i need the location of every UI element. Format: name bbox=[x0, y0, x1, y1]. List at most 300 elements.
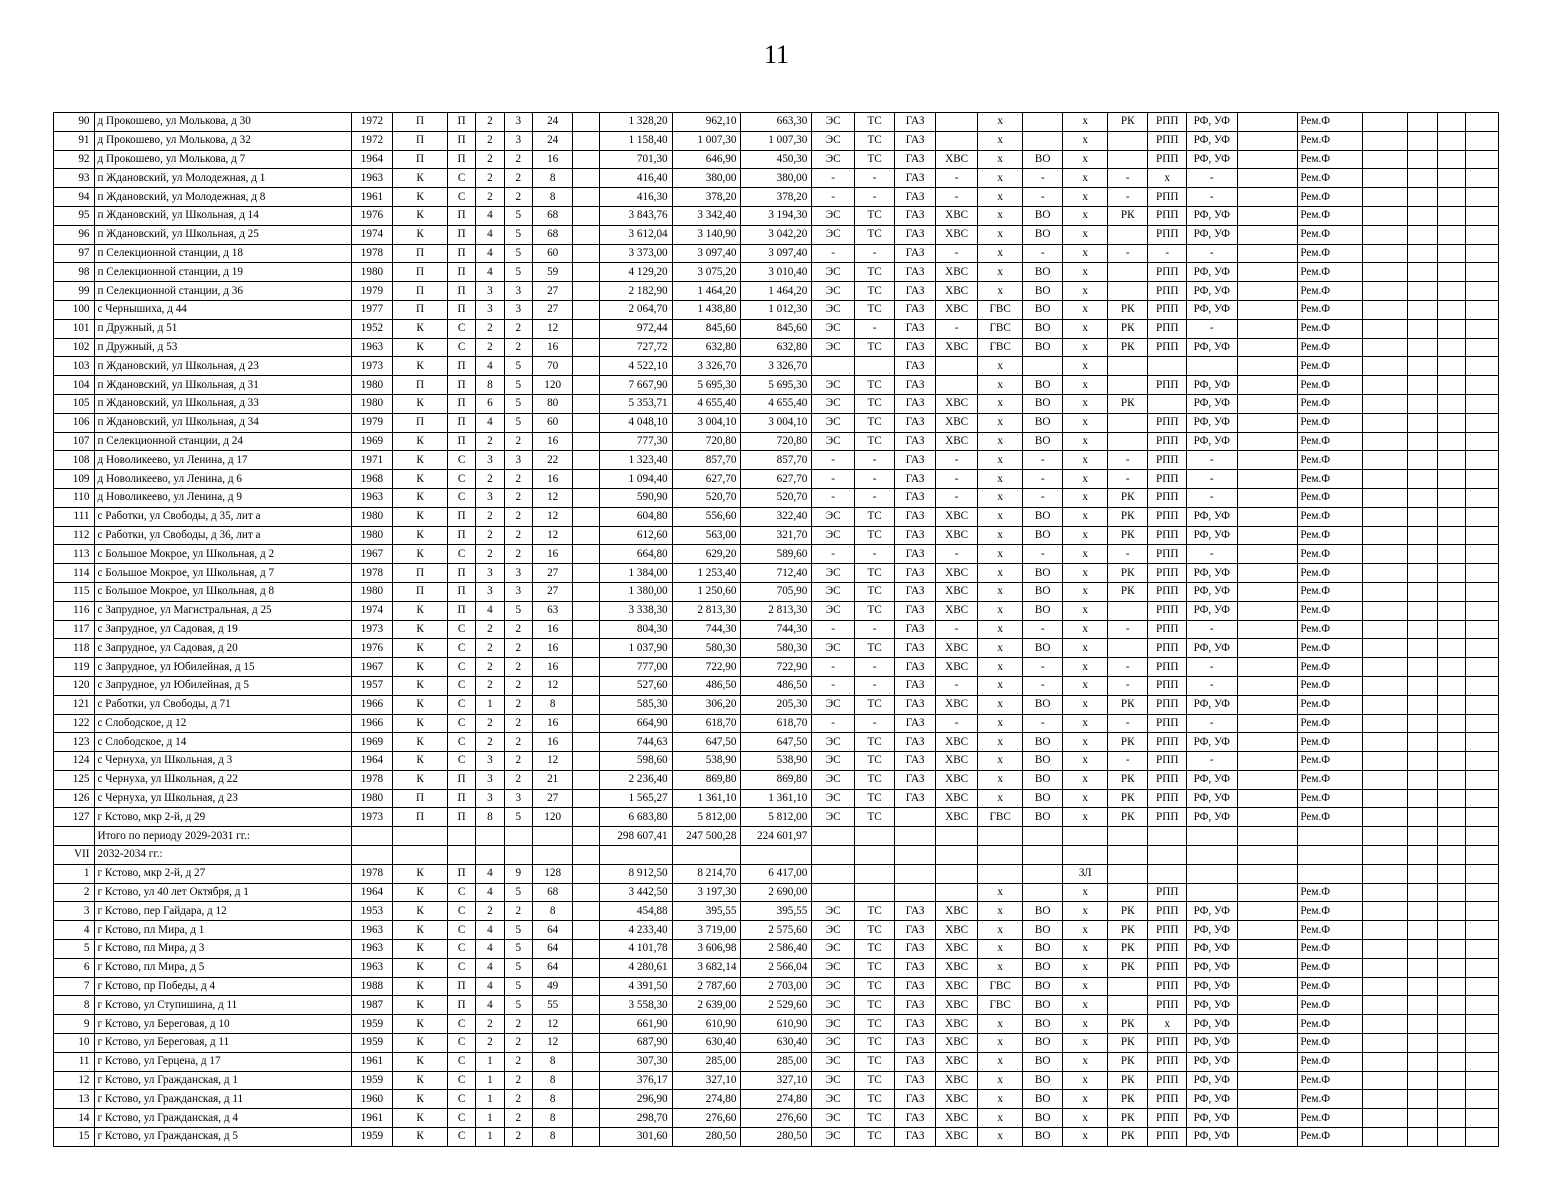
entrances-cell: 5 bbox=[504, 996, 532, 1015]
empty-cell bbox=[573, 413, 599, 432]
empty-cell bbox=[573, 225, 599, 244]
area-repair-cell: 610,90 bbox=[741, 1015, 812, 1034]
rpp-cell: РПП bbox=[1148, 639, 1186, 658]
empty-cell bbox=[1407, 244, 1437, 263]
empty-cell bbox=[1466, 225, 1499, 244]
floors-cell: 4 bbox=[476, 864, 504, 883]
hvs-cell: - bbox=[935, 714, 978, 733]
table-row bbox=[54, 958, 1499, 977]
rf-uf-cell: РФ, УФ bbox=[1186, 526, 1237, 545]
empty-cell bbox=[1237, 808, 1298, 827]
gvs-cell: х bbox=[978, 413, 1023, 432]
wall-material-cell bbox=[393, 827, 448, 846]
ts-cell: ТС bbox=[854, 582, 895, 601]
gaz-cell: ГАЗ bbox=[895, 601, 936, 620]
row-number: 1 bbox=[54, 864, 95, 883]
empty-cell bbox=[1466, 131, 1499, 150]
rk-cell: РК bbox=[1107, 582, 1148, 601]
vo-cell: ВО bbox=[1022, 413, 1063, 432]
vo-cell bbox=[1022, 827, 1063, 846]
ts-cell: ТС bbox=[854, 808, 895, 827]
rk-cell: РК bbox=[1107, 206, 1148, 225]
gvs-cell: х bbox=[978, 582, 1023, 601]
gaz-cell: ГАЗ bbox=[895, 996, 936, 1015]
empty-cell bbox=[1407, 507, 1437, 526]
rk-cell: РК bbox=[1107, 940, 1148, 959]
empty-cell bbox=[1407, 376, 1437, 395]
vo-cell bbox=[1022, 113, 1063, 132]
vo-cell: - bbox=[1022, 169, 1063, 188]
empty-cell bbox=[1438, 131, 1466, 150]
address-cell: с Большое Мокрое, ул Школьная, д 2 bbox=[94, 545, 351, 564]
row-number: 102 bbox=[54, 338, 95, 357]
vo-cell: ВО bbox=[1022, 1052, 1063, 1071]
vo-cell: ВО bbox=[1022, 996, 1063, 1015]
area-repair-cell: 5 695,30 bbox=[741, 376, 812, 395]
roof-type-cell: П bbox=[447, 394, 475, 413]
vo-cell: ВО bbox=[1022, 940, 1063, 959]
year-cell: 1977 bbox=[351, 300, 393, 319]
rpp-cell: РПП bbox=[1148, 300, 1186, 319]
rk-cell: РК bbox=[1107, 319, 1148, 338]
empty-cell bbox=[1237, 639, 1298, 658]
address-cell: с Запрудное, ул Юбилейная, д 15 bbox=[94, 658, 351, 677]
floors-cell: 1 bbox=[476, 1071, 504, 1090]
rk-cell: РК bbox=[1107, 733, 1148, 752]
empty-cell bbox=[1363, 488, 1408, 507]
es-cell: ЭС bbox=[812, 582, 855, 601]
rpp-cell bbox=[1148, 357, 1186, 376]
table-row bbox=[54, 1109, 1499, 1128]
empty-cell bbox=[1438, 432, 1466, 451]
gvs-cell: х bbox=[978, 1052, 1023, 1071]
gaz-cell: ГАЗ bbox=[895, 188, 936, 207]
vo-cell: - bbox=[1022, 451, 1063, 470]
row-number: 123 bbox=[54, 733, 95, 752]
empty-cell bbox=[1363, 432, 1408, 451]
empty-cell bbox=[1466, 1128, 1499, 1147]
area-repair-cell: 2 529,60 bbox=[741, 996, 812, 1015]
empty-cell bbox=[573, 676, 599, 695]
empty-cell bbox=[1237, 169, 1298, 188]
roof-type-cell: П bbox=[447, 601, 475, 620]
floors-cell: 2 bbox=[476, 526, 504, 545]
entrances-cell: 5 bbox=[504, 244, 532, 263]
empty-cell bbox=[1466, 639, 1499, 658]
vo-cell: ВО bbox=[1022, 752, 1063, 771]
ts-cell: - bbox=[854, 658, 895, 677]
empty-cell bbox=[1237, 507, 1298, 526]
floors-cell: 3 bbox=[476, 300, 504, 319]
gvs-cell: ГВС bbox=[978, 996, 1023, 1015]
rk-cell bbox=[1107, 225, 1148, 244]
gaz-cell: ГАЗ bbox=[895, 752, 936, 771]
es-cell: ЭС bbox=[812, 394, 855, 413]
empty-cell bbox=[1466, 451, 1499, 470]
rf-uf-cell: - bbox=[1186, 752, 1237, 771]
address-cell: с Работки, ул Свободы, д 35, лит а bbox=[94, 507, 351, 526]
table-row bbox=[54, 1090, 1499, 1109]
vo-cell: ВО bbox=[1022, 921, 1063, 940]
empty-cell bbox=[1466, 676, 1499, 695]
rk-cell bbox=[1107, 827, 1148, 846]
empty-cell bbox=[573, 376, 599, 395]
area-total-cell: 3 442,50 bbox=[599, 883, 672, 902]
empty-cell bbox=[1407, 300, 1437, 319]
empty-cell bbox=[1438, 282, 1466, 301]
empty-cell bbox=[1438, 206, 1466, 225]
hvs-cell: - bbox=[935, 470, 978, 489]
es-cell: ЭС bbox=[812, 789, 855, 808]
empty-cell bbox=[1237, 733, 1298, 752]
gvs-cell: х bbox=[978, 1128, 1023, 1147]
empty-cell bbox=[1407, 319, 1437, 338]
address-cell: п Ждановский, ул Школьная, д 34 bbox=[94, 413, 351, 432]
ts-cell: ТС bbox=[854, 225, 895, 244]
flats-cell: 21 bbox=[532, 770, 573, 789]
year-cell: 1978 bbox=[351, 564, 393, 583]
vo-cell: ВО bbox=[1022, 1128, 1063, 1147]
flats-cell: 68 bbox=[532, 225, 573, 244]
table-row bbox=[54, 545, 1499, 564]
year-cell: 1968 bbox=[351, 470, 393, 489]
empty-cell bbox=[1438, 902, 1466, 921]
rk-cell: РК bbox=[1107, 338, 1148, 357]
wall-material-cell: П bbox=[393, 244, 448, 263]
wall-material-cell: К bbox=[393, 1109, 448, 1128]
gvs-cell: х bbox=[978, 695, 1023, 714]
area-repair-cell: 2 813,30 bbox=[741, 601, 812, 620]
empty-cell bbox=[1407, 996, 1437, 1015]
es-cell: - bbox=[812, 620, 855, 639]
rf-uf-cell: - bbox=[1186, 545, 1237, 564]
wall-material-cell: П bbox=[393, 582, 448, 601]
empty-cell bbox=[1466, 394, 1499, 413]
roof-type-cell: П bbox=[447, 413, 475, 432]
roof-type-cell bbox=[447, 846, 475, 865]
empty-cell bbox=[1438, 601, 1466, 620]
ts-cell: - bbox=[854, 188, 895, 207]
wall-material-cell: К bbox=[393, 714, 448, 733]
area-repair-cell: 2 575,60 bbox=[741, 921, 812, 940]
ts-cell: ТС bbox=[854, 1034, 895, 1053]
empty-cell bbox=[1466, 714, 1499, 733]
wall-material-cell: К bbox=[393, 1071, 448, 1090]
entrances-cell: 2 bbox=[504, 432, 532, 451]
roof-type-cell bbox=[447, 827, 475, 846]
entrances-cell: 5 bbox=[504, 921, 532, 940]
rpp-cell: РПП bbox=[1148, 225, 1186, 244]
wall-material-cell: К bbox=[393, 357, 448, 376]
row-number: 5 bbox=[54, 940, 95, 959]
rf-uf-cell: РФ, УФ bbox=[1186, 958, 1237, 977]
gvs-cell: х bbox=[978, 188, 1023, 207]
flats-cell: 68 bbox=[532, 206, 573, 225]
area-living-cell: 1 361,10 bbox=[672, 789, 741, 808]
es-cell: - bbox=[812, 188, 855, 207]
wall-material-cell: К bbox=[393, 394, 448, 413]
area-total-cell: 454,88 bbox=[599, 902, 672, 921]
hvs-cell: ХВС bbox=[935, 752, 978, 771]
rf-uf-cell: РФ, УФ bbox=[1186, 564, 1237, 583]
year-cell: 1964 bbox=[351, 150, 393, 169]
entrances-cell: 2 bbox=[504, 169, 532, 188]
rpp-cell: РПП bbox=[1148, 376, 1186, 395]
hvs-cell: - bbox=[935, 620, 978, 639]
area-total-cell: 604,80 bbox=[599, 507, 672, 526]
fund-cell: Рем.Ф bbox=[1298, 432, 1363, 451]
empty-cell bbox=[1407, 432, 1437, 451]
gvs-cell: ГВС bbox=[978, 319, 1023, 338]
row-number: 125 bbox=[54, 770, 95, 789]
x-cell: х bbox=[1063, 1128, 1108, 1147]
area-total-cell: 664,90 bbox=[599, 714, 672, 733]
empty-cell bbox=[1438, 1034, 1466, 1053]
empty-cell bbox=[1363, 940, 1408, 959]
gvs-cell: ГВС bbox=[978, 977, 1023, 996]
flats-cell: 12 bbox=[532, 1034, 573, 1053]
flats-cell: 128 bbox=[532, 864, 573, 883]
address-cell: с Чернуха, ул Школьная, д 3 bbox=[94, 752, 351, 771]
wall-material-cell: К bbox=[393, 432, 448, 451]
flats-cell bbox=[532, 846, 573, 865]
rpp-cell: РПП bbox=[1148, 188, 1186, 207]
empty-cell bbox=[1237, 770, 1298, 789]
empty-cell bbox=[1466, 902, 1499, 921]
rf-uf-cell: РФ, УФ bbox=[1186, 225, 1237, 244]
area-total-cell: 701,30 bbox=[599, 150, 672, 169]
flats-cell: 55 bbox=[532, 996, 573, 1015]
hvs-cell: ХВС bbox=[935, 507, 978, 526]
rf-uf-cell: РФ, УФ bbox=[1186, 376, 1237, 395]
area-total-cell: 416,30 bbox=[599, 188, 672, 207]
rpp-cell: РПП bbox=[1148, 150, 1186, 169]
empty-cell bbox=[1363, 1128, 1408, 1147]
hvs-cell: - bbox=[935, 188, 978, 207]
ts-cell: ТС bbox=[854, 131, 895, 150]
entrances-cell: 2 bbox=[504, 150, 532, 169]
rk-cell: РК bbox=[1107, 770, 1148, 789]
ts-cell: ТС bbox=[854, 1128, 895, 1147]
vo-cell: ВО bbox=[1022, 770, 1063, 789]
row-number: 115 bbox=[54, 582, 95, 601]
gaz-cell bbox=[895, 883, 936, 902]
x-cell: х bbox=[1063, 300, 1108, 319]
ts-cell: ТС bbox=[854, 338, 895, 357]
empty-cell bbox=[573, 206, 599, 225]
row-number: 99 bbox=[54, 282, 95, 301]
ts-cell: ТС bbox=[854, 206, 895, 225]
floors-cell: 3 bbox=[476, 564, 504, 583]
rpp-cell: РПП bbox=[1148, 319, 1186, 338]
area-repair-cell: 224 601,97 bbox=[741, 827, 812, 846]
row-number: 119 bbox=[54, 658, 95, 677]
gvs-cell: ГВС bbox=[978, 338, 1023, 357]
address-cell: п Ждановский, ул Школьная, д 33 bbox=[94, 394, 351, 413]
empty-cell bbox=[1407, 1090, 1437, 1109]
empty-cell bbox=[1438, 977, 1466, 996]
rk-cell: РК bbox=[1107, 507, 1148, 526]
year-cell: 1966 bbox=[351, 695, 393, 714]
vo-cell: - bbox=[1022, 714, 1063, 733]
empty-cell bbox=[573, 1090, 599, 1109]
vo-cell: ВО bbox=[1022, 1090, 1063, 1109]
fund-cell: Рем.Ф bbox=[1298, 883, 1363, 902]
area-repair-cell: 380,00 bbox=[741, 169, 812, 188]
address-cell: п Дружный, д 51 bbox=[94, 319, 351, 338]
flats-cell: 49 bbox=[532, 977, 573, 996]
area-repair-cell: 321,70 bbox=[741, 526, 812, 545]
entrances-cell: 5 bbox=[504, 206, 532, 225]
rk-cell: - bbox=[1107, 658, 1148, 677]
es-cell: ЭС bbox=[812, 977, 855, 996]
x-cell: х bbox=[1063, 658, 1108, 677]
table-row bbox=[54, 470, 1499, 489]
area-repair-cell: 450,30 bbox=[741, 150, 812, 169]
area-total-cell: 307,30 bbox=[599, 1052, 672, 1071]
x-cell: х bbox=[1063, 789, 1108, 808]
area-repair-cell: 4 655,40 bbox=[741, 394, 812, 413]
floors-cell: 4 bbox=[476, 958, 504, 977]
rf-uf-cell: - bbox=[1186, 319, 1237, 338]
empty-cell bbox=[1363, 1071, 1408, 1090]
x-cell: ЗЛ bbox=[1063, 864, 1108, 883]
ts-cell: ТС bbox=[854, 733, 895, 752]
gaz-cell: ГАЗ bbox=[895, 150, 936, 169]
floors-cell: 4 bbox=[476, 940, 504, 959]
flats-cell: 8 bbox=[532, 1071, 573, 1090]
area-total-cell: 1 094,40 bbox=[599, 470, 672, 489]
year-cell: 1963 bbox=[351, 338, 393, 357]
year-cell: 1976 bbox=[351, 206, 393, 225]
rf-uf-cell: РФ, УФ bbox=[1186, 789, 1237, 808]
empty-cell bbox=[1407, 394, 1437, 413]
wall-material-cell: К bbox=[393, 169, 448, 188]
x-cell: х bbox=[1063, 808, 1108, 827]
roof-type-cell: С bbox=[447, 319, 475, 338]
rpp-cell: РПП bbox=[1148, 564, 1186, 583]
roof-type-cell: П bbox=[447, 282, 475, 301]
row-number: 2 bbox=[54, 883, 95, 902]
gaz-cell: ГАЗ bbox=[895, 357, 936, 376]
flats-cell: 63 bbox=[532, 601, 573, 620]
area-repair-cell: 280,50 bbox=[741, 1128, 812, 1147]
roof-type-cell: С bbox=[447, 1052, 475, 1071]
address-cell: г Кстово, пл Мира, д 5 bbox=[94, 958, 351, 977]
empty-cell bbox=[1363, 564, 1408, 583]
year-cell bbox=[351, 846, 393, 865]
empty-cell bbox=[1237, 263, 1298, 282]
fund-cell: Рем.Ф bbox=[1298, 1015, 1363, 1034]
gaz-cell: ГАЗ bbox=[895, 676, 936, 695]
row-number: 118 bbox=[54, 639, 95, 658]
rk-cell: РК bbox=[1107, 1052, 1148, 1071]
es-cell: ЭС bbox=[812, 300, 855, 319]
flats-cell: 16 bbox=[532, 714, 573, 733]
table-row bbox=[54, 244, 1499, 263]
es-cell: ЭС bbox=[812, 1071, 855, 1090]
year-cell: 1987 bbox=[351, 996, 393, 1015]
floors-cell: 4 bbox=[476, 883, 504, 902]
gaz-cell: ГАЗ bbox=[895, 413, 936, 432]
wall-material-cell: П bbox=[393, 300, 448, 319]
entrances-cell: 5 bbox=[504, 413, 532, 432]
hvs-cell bbox=[935, 131, 978, 150]
address-cell: с Запрудное, ул Садовая, д 20 bbox=[94, 639, 351, 658]
empty-cell bbox=[1407, 639, 1437, 658]
area-total-cell: 744,63 bbox=[599, 733, 672, 752]
wall-material-cell bbox=[393, 846, 448, 865]
entrances-cell: 2 bbox=[504, 1090, 532, 1109]
empty-cell bbox=[1407, 1034, 1437, 1053]
area-repair-cell: 3 097,40 bbox=[741, 244, 812, 263]
es-cell: ЭС bbox=[812, 1052, 855, 1071]
row-number: 3 bbox=[54, 902, 95, 921]
rf-uf-cell: - bbox=[1186, 169, 1237, 188]
empty-cell bbox=[1407, 620, 1437, 639]
rf-uf-cell bbox=[1186, 827, 1237, 846]
empty-cell bbox=[1407, 695, 1437, 714]
wall-material-cell: К bbox=[393, 1052, 448, 1071]
area-total-cell: 777,00 bbox=[599, 658, 672, 677]
x-cell: х bbox=[1063, 1090, 1108, 1109]
ts-cell: - bbox=[854, 169, 895, 188]
hvs-cell: ХВС bbox=[935, 1128, 978, 1147]
roof-type-cell: П bbox=[447, 300, 475, 319]
empty-cell bbox=[573, 977, 599, 996]
gaz-cell bbox=[895, 846, 936, 865]
row-number: 112 bbox=[54, 526, 95, 545]
empty-cell bbox=[1466, 1034, 1499, 1053]
area-total-cell: 804,30 bbox=[599, 620, 672, 639]
address-cell: п Селекционной станции, д 24 bbox=[94, 432, 351, 451]
rpp-cell bbox=[1148, 827, 1186, 846]
fund-cell bbox=[1298, 846, 1363, 865]
empty-cell bbox=[1438, 526, 1466, 545]
gvs-cell: х bbox=[978, 789, 1023, 808]
rk-cell: РК bbox=[1107, 958, 1148, 977]
area-repair-cell: 630,40 bbox=[741, 1034, 812, 1053]
year-cell: 1957 bbox=[351, 676, 393, 695]
entrances-cell: 2 bbox=[504, 338, 532, 357]
entrances-cell: 2 bbox=[504, 470, 532, 489]
year-cell: 1976 bbox=[351, 639, 393, 658]
rf-uf-cell bbox=[1186, 846, 1237, 865]
fund-cell: Рем.Ф bbox=[1298, 996, 1363, 1015]
rk-cell: - bbox=[1107, 620, 1148, 639]
wall-material-cell: К bbox=[393, 488, 448, 507]
table-row bbox=[54, 676, 1499, 695]
ts-cell: ТС bbox=[854, 413, 895, 432]
address-cell: г Кстово, ул 40 лет Октября, д 1 bbox=[94, 883, 351, 902]
empty-cell bbox=[1407, 357, 1437, 376]
area-repair-cell: 3 004,10 bbox=[741, 413, 812, 432]
empty-cell bbox=[1237, 545, 1298, 564]
empty-cell bbox=[1363, 620, 1408, 639]
hvs-cell: ХВС bbox=[935, 789, 978, 808]
rf-uf-cell: РФ, УФ bbox=[1186, 394, 1237, 413]
flats-cell: 27 bbox=[532, 282, 573, 301]
gaz-cell: ГАЗ bbox=[895, 300, 936, 319]
rpp-cell: РПП bbox=[1148, 470, 1186, 489]
entrances-cell: 5 bbox=[504, 883, 532, 902]
table-row bbox=[54, 770, 1499, 789]
area-living-cell: 629,20 bbox=[672, 545, 741, 564]
wall-material-cell: К bbox=[393, 470, 448, 489]
gaz-cell: ГАЗ bbox=[895, 526, 936, 545]
es-cell: ЭС bbox=[812, 996, 855, 1015]
x-cell: х bbox=[1063, 225, 1108, 244]
